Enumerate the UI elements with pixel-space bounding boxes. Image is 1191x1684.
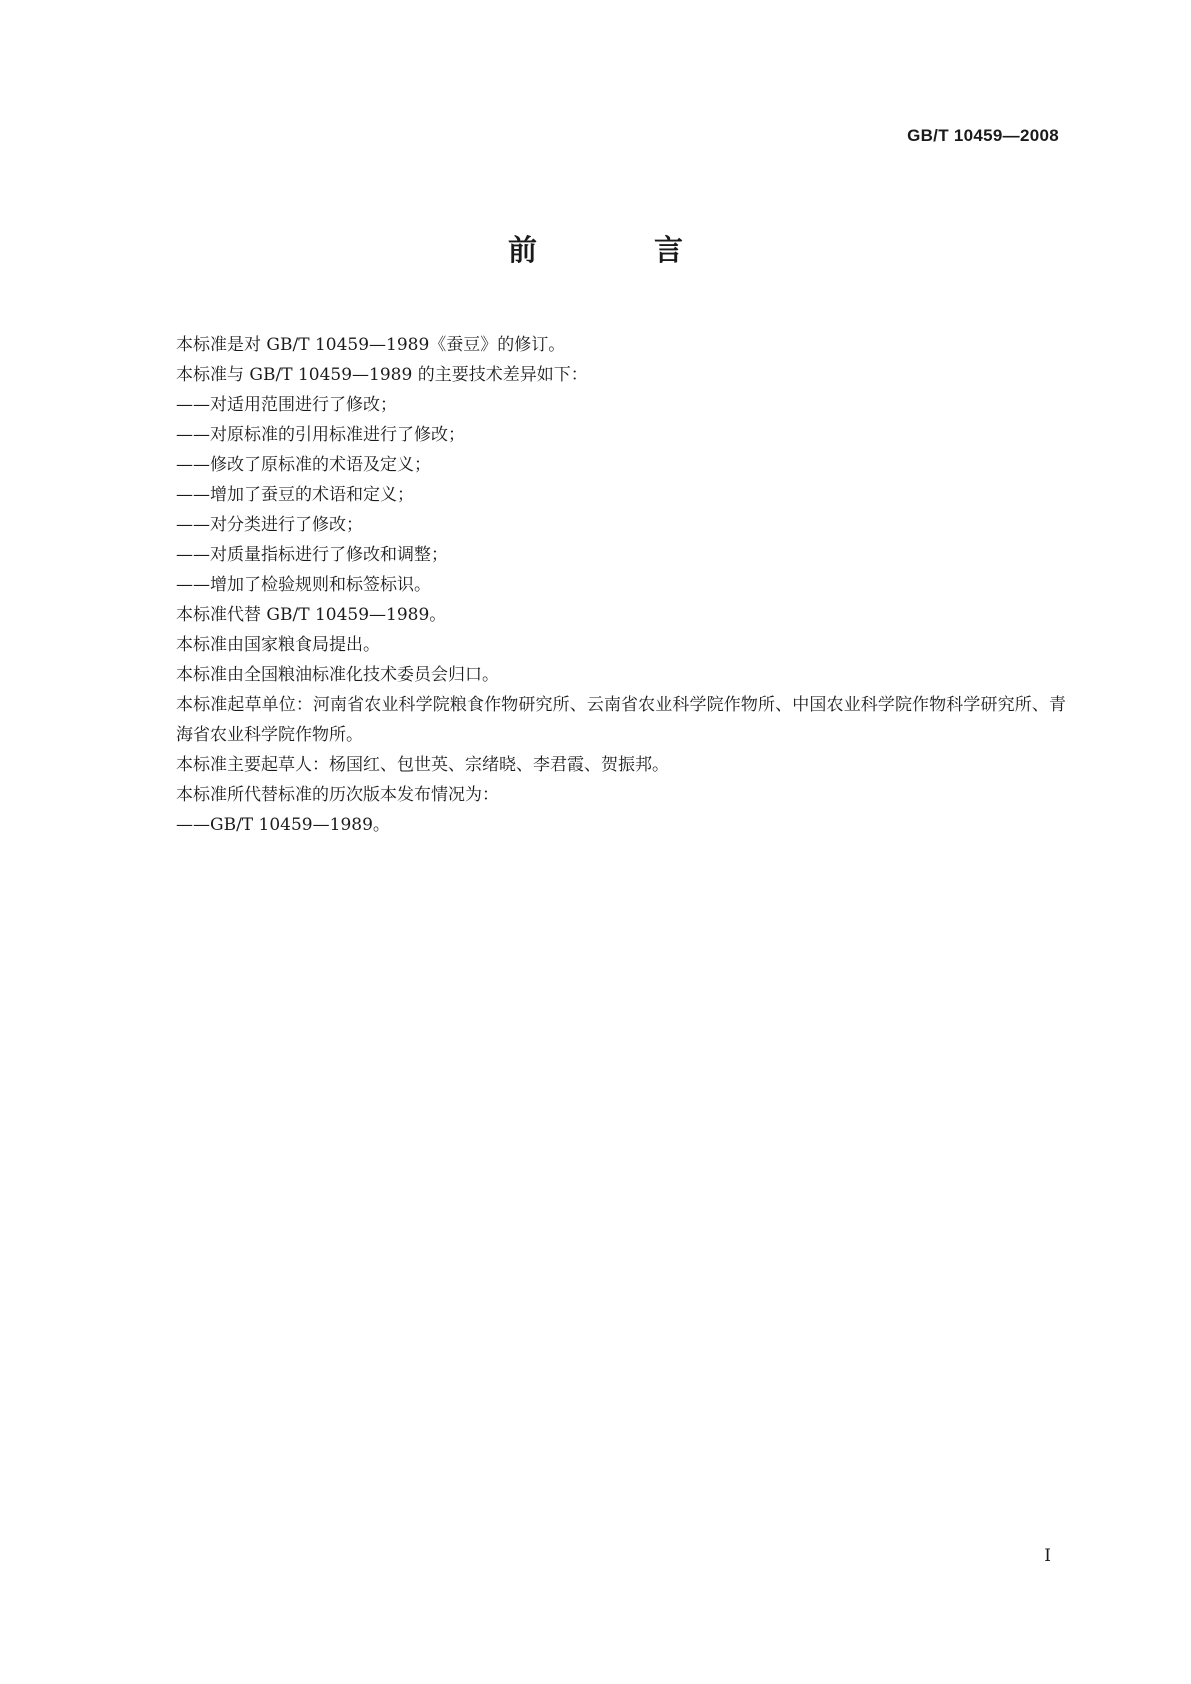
paragraph-proposed-by: 本标准由国家粮食局提出。 (176, 635, 380, 655)
page-title: 前 言 (507, 233, 727, 267)
list-item-quality-index: ——对质量指标进行了修改和调整； (176, 545, 448, 565)
paragraph-drafters: 本标准主要起草人：杨国红、包世英、宗绪晓、李君霞、贺振邦。 (176, 755, 669, 775)
list-item-classification: ——对分类进行了修改； (176, 515, 363, 535)
list-item-references: ——对原标准的引用标准进行了修改； (176, 425, 465, 445)
paragraph-drafting-units: 本标准起草单位：河南省农业科学院粮食作物研究所、云南省农业科学院作物所、中国农业科学院作物科学研究所、青海省农业科学院作物所。 (176, 695, 1066, 745)
foreword-body (136, 330, 1066, 840)
paragraph-centralized-by: 本标准由全国粮油标准化技术委员会归口。 (176, 665, 499, 685)
list-item-inspection-rules: ——增加了检验规则和标签标识。 (176, 575, 431, 595)
list-item-terms-modified: ——修改了原标准的术语及定义； (176, 455, 431, 475)
paragraph-replaces: 本标准代替 GB/T 10459—1989。 (176, 605, 447, 625)
standard-code: GB/T 10459—2008 (907, 126, 1059, 145)
paragraph-differences-intro: 本标准与 GB/T 10459—1989 的主要技术差异如下： (176, 365, 588, 385)
list-item-terms-added: ——增加了蚕豆的术语和定义； (176, 485, 414, 505)
paragraph-revision-note: 本标准是对 GB/T 10459—1989《蚕豆》的修订。 (176, 335, 566, 355)
page-number: I (1044, 1546, 1051, 1566)
list-item-scope: ——对适用范围进行了修改； (176, 395, 397, 415)
paragraph-history-intro: 本标准所代替标准的历次版本发布情况为： (176, 785, 499, 805)
list-item-history-version: ——GB/T 10459—1989。 (176, 815, 390, 835)
